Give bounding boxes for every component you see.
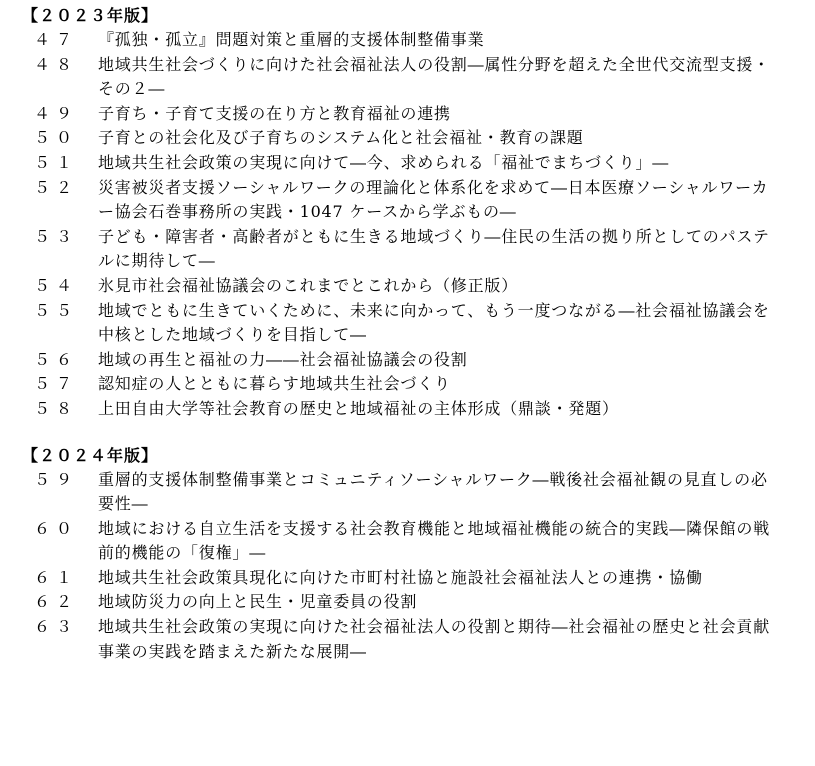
item-title: 『孤独・孤立』問題対策と重層的支援体制整備事業 [98, 30, 485, 49]
item-title: 子ども・障害者・高齢者がともに生きる地域づくり―住民の生活の拠り所としてのパステルに期待して― [98, 226, 770, 271]
list-item [14, 126, 815, 151]
section-heading: 【２０２３年版】 [22, 6, 159, 25]
item-number: ６１ [34, 567, 79, 587]
list-item [14, 468, 815, 517]
item-number: ５３ [34, 226, 79, 246]
item-title: 地域共生社会政策具現化に向けた市町村社協と施設社会福祉法人との連携・協働 [98, 567, 703, 587]
item-title: 氷見市社会福祉協議会のこれまでとこれから（修正版） [98, 275, 519, 295]
item-number: ５８ [34, 398, 79, 418]
item-number: ６０ [34, 518, 79, 538]
item-number: ５０ [34, 128, 79, 148]
item-title: 認知症の人とともに暮らす地域共生社会づくり [98, 374, 451, 394]
list-item [14, 372, 815, 397]
item-number: ５９ [34, 469, 79, 489]
list-item [14, 274, 815, 299]
section-2023 [14, 6, 815, 422]
list-item [14, 225, 815, 274]
list-item [14, 53, 815, 102]
item-title: 地域でともに生きていくために、未来に向かって、もう一度つながる―社会福祉協議会を中核とした地域づくりを目指して― [98, 300, 770, 345]
list-item [14, 566, 815, 591]
item-title: 地域防災力の向上と民生・児童委員の役割 [98, 592, 418, 612]
list-item [14, 348, 815, 373]
item-title: 子育との社会化及び子育ちのシステム化と社会福祉・教育の課題 [98, 128, 584, 148]
item-title: 子育ち・子育て支援の在り方と教育福祉の連携 [98, 103, 451, 123]
item-number: ４８ [34, 54, 79, 74]
list-item [14, 590, 815, 615]
item-title: 地域の再生と福祉の力――社会福祉協議会の役割 [98, 349, 468, 369]
item-title: 上田自由大学等社会教育の歴史と地域福祉の主体形成（鼎談・発題） [98, 398, 619, 418]
item-number: ５５ [34, 300, 79, 320]
item-title: 地域共生社会づくりに向けた社会福祉法人の役割―属性分野を超えた全世代交流型支援・その２― [98, 54, 771, 99]
item-number: ６２ [34, 592, 79, 612]
item-number: ５７ [34, 374, 79, 394]
item-title: 地域における自立生活を支援する社会教育機能と地域福祉機能の統合的実践―隣保館の戦前的機能の「復権」― [98, 518, 771, 563]
list-item [14, 615, 815, 664]
list-item [14, 397, 815, 422]
section-heading: 【２０２４年版】 [22, 445, 159, 465]
list-item [14, 176, 815, 225]
section-2024 [14, 446, 815, 665]
item-number: ５６ [34, 349, 79, 369]
item-title: 地域共生社会政策の実現に向けた社会福祉法人の役割と期待―社会福祉の歴史と社会貢献事業の実践を踏まえた新たな展開― [98, 617, 771, 661]
list-item [14, 151, 815, 176]
list-item [14, 299, 815, 348]
item-number: ５１ [34, 152, 79, 172]
item-title: 地域共生社会政策の実現に向けて―今、求められる「福祉でまちづくり」― [98, 152, 670, 172]
item-number: ４９ [34, 103, 79, 123]
item-number: ４７ [34, 30, 79, 49]
list-item [14, 102, 815, 127]
item-number: ５４ [34, 275, 79, 295]
item-number: ５２ [34, 177, 79, 197]
item-number: ６３ [34, 617, 79, 637]
list-item [14, 517, 815, 566]
item-title: 重層的支援体制整備事業とコミュニティソーシャルワーク―戦後社会福祉観の見直しの必要性― [98, 469, 768, 514]
item-title: 災害被災者支援ソーシャルワークの理論化と体系化を求めて―日本医療ソーシャルワーカー協会石巻事務所の実践・1047 ケースから学ぶもの― [98, 177, 769, 222]
list-item [14, 28, 815, 53]
